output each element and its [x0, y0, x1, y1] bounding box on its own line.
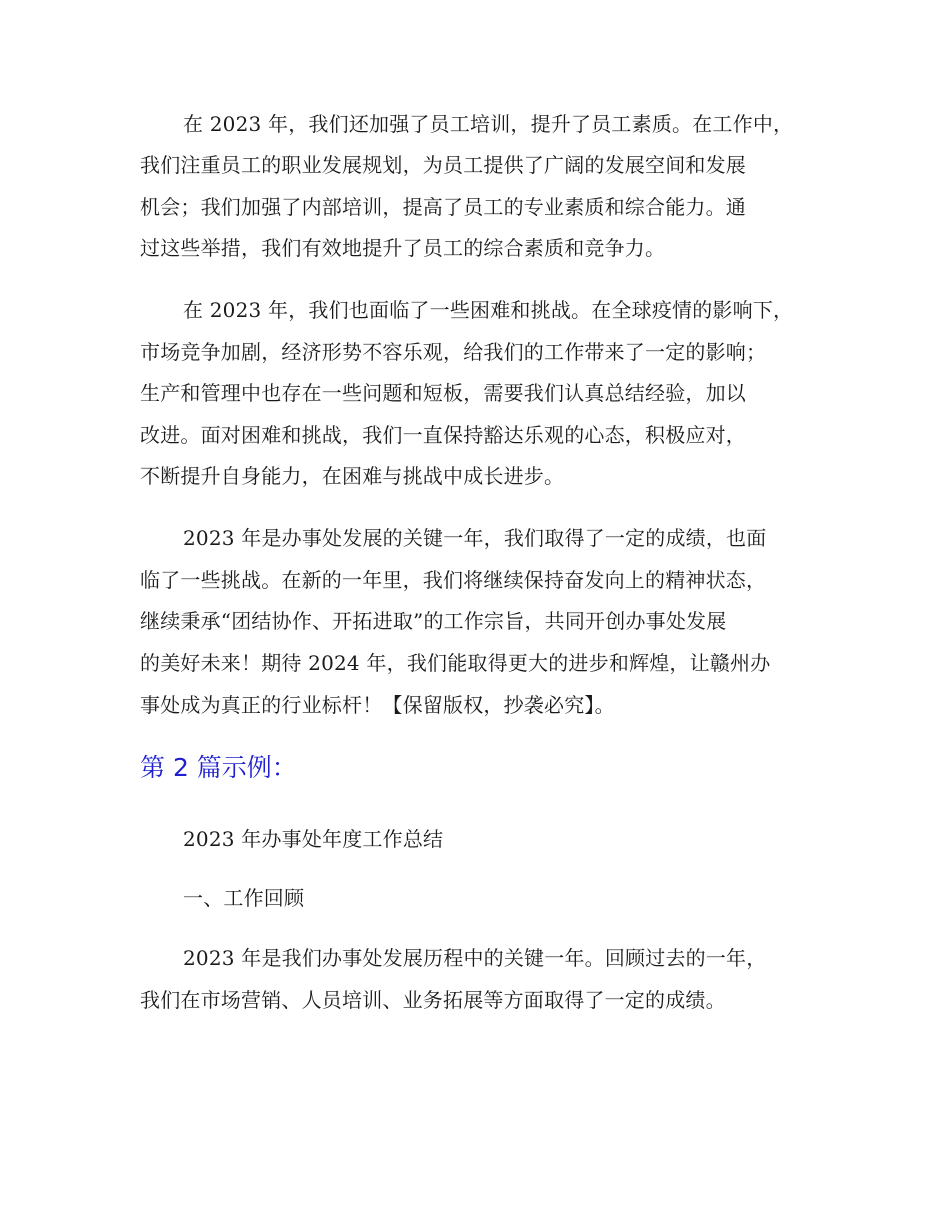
paragraph-2-line-4: 改进。面对困难和挑战，我们一直保持豁达乐观的心态，积极应对，	[140, 423, 746, 447]
paragraph-3-line-2: 临了一些挑战。在新的一年里，我们将继续保持奋发向上的精神状态，	[140, 568, 767, 592]
paragraph-2-line-5: 不断提升自身能力，在困难与挑战中成长进步。	[140, 464, 565, 488]
paragraph-4-line-2: 我们在市场营销、人员培训、业务拓展等方面取得了一定的成绩。	[140, 988, 726, 1012]
section-heading: 第 2 篇示例：	[140, 753, 297, 782]
paragraph-3-line-3: 继续秉承“团结协作、开拓进取”的工作宗旨，共同开创办事处发展	[140, 609, 727, 633]
paragraph-2-line-2: 市场竞争加剧，经济形势不容乐观，给我们的工作带来了一定的影响；	[140, 340, 767, 364]
paragraph-1-line-1: 在 2023 年，我们还加强了员工培训，提升了员工素质。在工作中，	[183, 112, 794, 136]
paragraph-2-line-1: 在 2023 年，我们也面临了一些困难和挑战。在全球疫情的影响下，	[183, 298, 794, 322]
paragraph-1-line-4: 过这些举措，我们有效地提升了员工的综合素质和竞争力。	[140, 236, 666, 260]
document-title: 2023 年办事处年度工作总结	[183, 827, 444, 851]
paragraph-3-line-5: 事处成为真正的行业标杆！【保留版权，抄袭必究】。	[140, 693, 615, 717]
subsection-title: 一、工作回顾	[183, 886, 305, 910]
paragraph-1-line-3: 机会；我们加强了内部培训，提高了员工的专业素质和综合能力。通	[140, 195, 746, 219]
paragraph-2-line-3: 生产和管理中也存在一些问题和短板，需要我们认真总结经验，加以	[140, 381, 746, 405]
paragraph-1-line-2: 我们注重员工的职业发展规划，为员工提供了广阔的发展空间和发展	[140, 153, 746, 177]
paragraph-4-line-1: 2023 年是我们办事处发展历程中的关键一年。回顾过去的一年，	[183, 946, 767, 970]
paragraph-3-line-4: 的美好未来！期待 2024 年，我们能取得更大的进步和辉煌，让赣州办	[140, 651, 771, 675]
paragraph-3-line-1: 2023 年是办事处发展的关键一年，我们取得了一定的成绩，也面	[183, 526, 767, 550]
